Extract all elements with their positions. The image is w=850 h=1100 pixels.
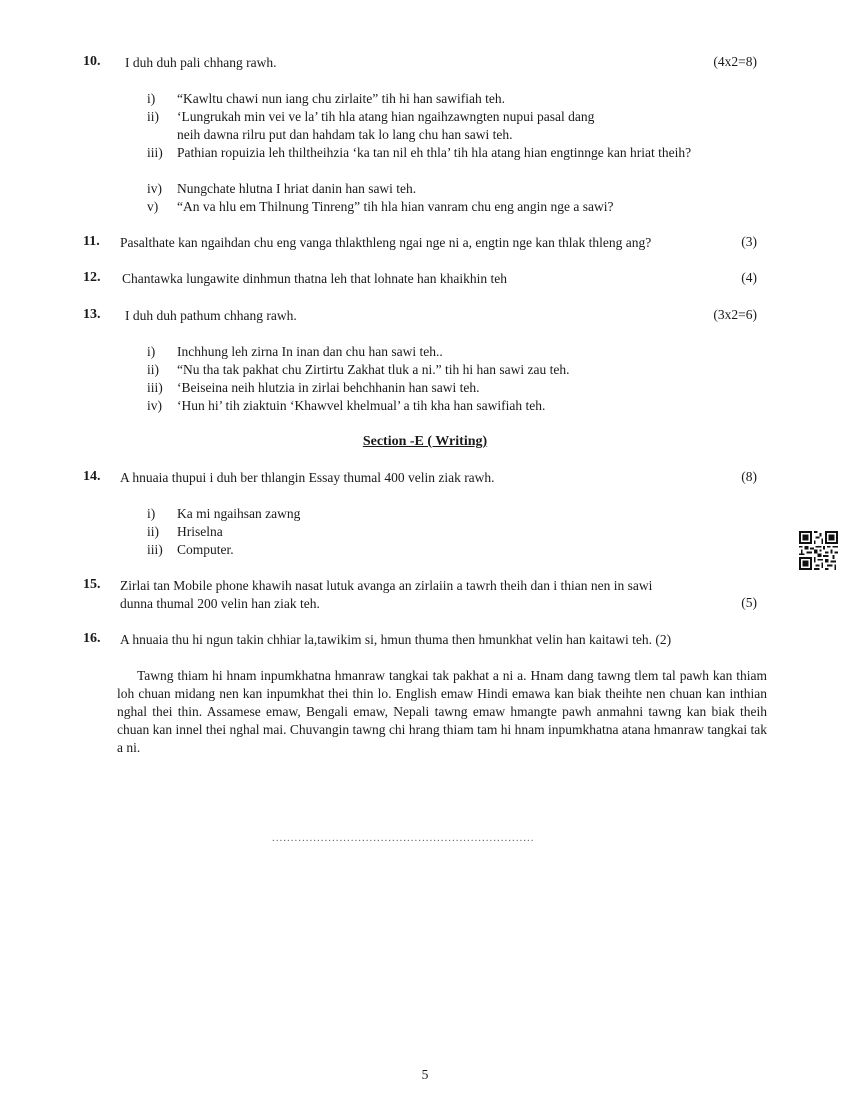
- item-numeral: i): [147, 506, 156, 521]
- item-numeral: ii): [147, 109, 159, 124]
- item-text: neih dawna rilru put dan hahdam tak lo lang chu han sawi teh.: [177, 127, 513, 142]
- question-text: Pasalthate kan ngaihdan chu eng vanga thlakthleng ngai nge ni a, engtin nge kan thlak thleng ang?: [120, 235, 652, 250]
- item-text: Computer.: [177, 542, 234, 557]
- reading-passage: Tawng thiam hi hnam inpumkhatna hmanraw tangkai tak pakhat a ni a. Hnam dang tawng tlem tal pawh kan thiam loh chuan midang nen kan inpumkhat thei thin lo. English emaw Hindi emawa kan biak theihte nen chuan kan inthian nghal thei thin. Assamese emaw, Bengali emaw, Nepali tawng emaw hmangte pawh anmahni tawng kan biak theih chuan kan innel thei nghal mai. Chuvangin tawng chi hrang thiam tam hi hnam inpumkhatna atana hmanraw tangkai tak a ni.: [117, 668, 767, 755]
- question-marks: (4x2=8): [713, 54, 757, 69]
- question-text: I duh duh pali chhang rawh.: [125, 55, 277, 70]
- item-numeral: i): [147, 344, 156, 359]
- section-heading: Section -E ( Writing): [362, 434, 488, 449]
- item-numeral: i): [147, 91, 156, 106]
- item-numeral: iii): [147, 380, 163, 395]
- item-text: “An va hlu em Thilnung Tinreng” tih hla hian vanram chu eng angin nge a sawi?: [177, 199, 614, 214]
- question-number: 13.: [83, 307, 101, 322]
- question-number: 10.: [83, 54, 101, 69]
- item-text: Hriselna: [177, 524, 223, 539]
- question-text: A hnuaia thupui i duh ber thlangin Essay thumal 400 velin ziak rawh.: [120, 470, 495, 485]
- item-numeral: iii): [147, 542, 163, 557]
- item-numeral: iii): [147, 145, 163, 160]
- item-numeral: iv): [147, 398, 162, 413]
- page-number: 5: [421, 1067, 429, 1082]
- question-marks: (8): [741, 469, 757, 484]
- item-numeral: ii): [147, 524, 159, 539]
- item-text: “Nu tha tak pakhat chu Zirtirtu Zakhat tluk a ni.” tih hi han sawi zau teh.: [177, 362, 570, 377]
- question-marks: (3x2=6): [713, 307, 757, 322]
- item-text: Inchhung leh zirna In inan dan chu han sawi teh..: [177, 344, 443, 359]
- question-marks: (4): [741, 270, 757, 285]
- item-numeral: v): [147, 199, 159, 214]
- question-number: 16.: [83, 631, 101, 646]
- item-text: Nungchate hlutna I hriat danin han sawi teh.: [177, 181, 417, 196]
- item-numeral: ii): [147, 362, 159, 377]
- question-text-continuation: dunna thumal 200 velin han ziak teh.: [120, 596, 320, 611]
- question-text: I duh duh pathum chhang rawh.: [125, 308, 297, 323]
- question-number: 15.: [83, 577, 101, 592]
- question-text: A hnuaia thu hi ngun takin chhiar la,tawikim si, hmun thuma then hmunkhat velin han kaitawi teh. (2): [120, 632, 672, 647]
- item-text: ‘Lungrukah min vei ve la’ tih hla atang hian ngaihzawngten nupui pasal dang: [177, 109, 595, 124]
- item-text: “Kawltu chawi nun iang chu zirlaite” tih hi han sawifiah teh.: [177, 91, 506, 106]
- question-number: 12.: [83, 270, 101, 285]
- item-text: Pathian ropuizia leh thiltheihzia ‘ka tan nil eh thla’ tih hla atang hian engtinnge kan hriat theih?: [177, 145, 692, 160]
- question-marks: (5): [741, 595, 757, 610]
- question-number: 11.: [83, 234, 100, 249]
- item-text: ‘Beiseina neih hlutzia in zirlai behchhanin han sawi teh.: [177, 380, 480, 395]
- item-numeral: iv): [147, 181, 162, 196]
- question-text: Zirlai tan Mobile phone khawih nasat lutuk avanga an zirlaiin a tawrh theih dan i thian nen in sawi: [120, 578, 653, 593]
- question-number: 14.: [83, 469, 101, 484]
- qr-code-icon: [799, 531, 838, 570]
- end-separator: ......................................................................: [272, 832, 535, 844]
- question-text: Chantawka lungawite dinhmun thatna leh that lohnate han khaikhin teh: [122, 271, 508, 286]
- item-text: Ka mi ngaihsan zawng: [177, 506, 301, 521]
- item-text: ‘Hun hi’ tih ziaktuin ‘Khawvel khelmual’ a tih kha han sawifiah teh.: [177, 398, 546, 413]
- question-marks: (3): [741, 234, 757, 249]
